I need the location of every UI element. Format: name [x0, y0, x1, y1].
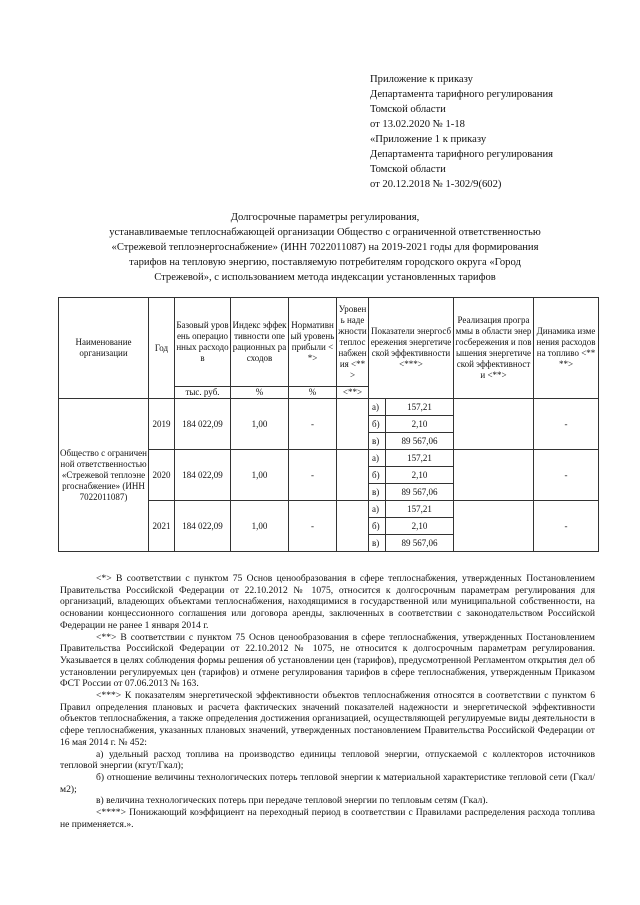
- approval-header: [370, 72, 620, 192]
- header-fuel-dynamics: Динамика изменения расходов на топливо <****>: [534, 298, 599, 399]
- title-line: устанавливаемые теплоснабжающей организации Общество с ограниченной ответственностью: [109, 227, 541, 238]
- energy-label: в): [369, 433, 386, 450]
- norm-cell: -: [289, 501, 337, 552]
- footnote: б) отношение величины технологических потерь тепловой энергии к материальной характеристике тепловой сети (Гкал/м2);: [60, 771, 595, 795]
- header-line: от 20.12.2018 № 1-302/9(602): [370, 179, 502, 190]
- unit-norm: %: [289, 387, 337, 399]
- header-organization: Наименование организации: [59, 298, 149, 399]
- program-cell: [454, 399, 534, 450]
- reliability-cell: [337, 450, 369, 501]
- unit-base: тыс. руб.: [175, 387, 231, 399]
- table-row: [59, 399, 599, 416]
- index-cell: 1,00: [231, 399, 289, 450]
- reliability-cell: [337, 399, 369, 450]
- norm-cell: -: [289, 399, 337, 450]
- energy-label: б): [369, 467, 386, 484]
- base-cell: 184 022,09: [175, 501, 231, 552]
- title-line: Долгосрочные параметры регулирования,: [230, 212, 420, 223]
- header-line: Томской области: [370, 164, 446, 175]
- header-line: «Приложение 1 к приказу: [370, 134, 487, 145]
- footnote: в) величина технологических потерь при передаче тепловой энергии по тепловым сетям (Гкал).: [96, 795, 488, 807]
- energy-value: 89 567,06: [386, 535, 454, 552]
- energy-value: 157,21: [386, 501, 454, 518]
- header-line: Приложение к приказу: [370, 74, 473, 85]
- energy-value: 157,21: [386, 399, 454, 416]
- footnote: <****> Понижающий коэффициент на переходный период в соответствии с Правилами распределения расхода топлива не применяется.».: [60, 807, 595, 830]
- footnote: <*> В соответствии с пунктом 75 Основ ценообразования в сфере теплоснабжения, утвержденных Постановлением Правительства Российской Федерации от 22.10.2012 № 1075, относится к долгосрочным параметрам регулирования для организаций, владеющих объектами теплоснабжения, находящимися в государственной или муниципальной собственности, на основании концессионного соглашения или договора аренды, заключенных в соответствии с законодательством Российской Федерации не ранее 1 января 2014 г.: [60, 573, 595, 631]
- energy-value: 2,10: [386, 518, 454, 535]
- header-program: Реализация программы в области энергосбережения и повышения энергетической эффективности <**>: [454, 298, 534, 399]
- energy-label: а): [369, 399, 386, 416]
- header-base-opex: Базовый уровень операционных расходов: [175, 298, 231, 387]
- title-line: «Стрежевой теплоэнергоснабжение» (ИНН 7022011087) на 2019-2021 годы для формирования: [111, 242, 539, 253]
- footnote: <***> К показателям энергетической эффективности объектов теплоснабжения относятся в соответствии с пунктом 6 Правил определения плановых и расчета фактических значений показателей надежности и энергетической эффективности объектов теплоснабжения, а также определения достижения организацией, осуществляющей регулируемые виды деятельности в сфере теплоснабжения, указанных плановых значений, утвержденных постановлением Правительства Российской Федерации от 16 мая 2014 г. № 452:: [60, 690, 595, 748]
- norm-cell: -: [289, 450, 337, 501]
- year-cell: 2021: [149, 501, 175, 552]
- energy-label: б): [369, 416, 386, 433]
- parameters-table: [58, 297, 599, 552]
- document-title: [40, 210, 610, 285]
- year-cell: 2019: [149, 399, 175, 450]
- dynamics-cell: -: [534, 399, 599, 450]
- header-line: Департамента тарифного регулирования: [370, 149, 554, 160]
- index-cell: 1,00: [231, 450, 289, 501]
- title-line: Стрежевой», с использованием метода индексации установленных тарифов: [154, 272, 496, 283]
- header-year: Год: [149, 298, 175, 399]
- energy-label: б): [369, 518, 386, 535]
- footnotes: [60, 573, 595, 830]
- energy-value: 157,21: [386, 450, 454, 467]
- reliability-cell: [337, 501, 369, 552]
- header-line: Департамента тарифного регулирования: [370, 89, 554, 100]
- base-cell: 184 022,09: [175, 399, 231, 450]
- header-line: от 13.02.2020 № 1-18: [370, 119, 465, 130]
- header-efficiency-index: Индекс эффективности операционных расходов: [231, 298, 289, 387]
- index-cell: 1,00: [231, 501, 289, 552]
- organization-cell: Общество с ограниченной ответственностью «Стрежевой теплоэнергоснабжение» (ИНН 7022011087): [59, 399, 149, 552]
- energy-label: в): [369, 484, 386, 501]
- header-normative-profit: Нормативный уровень прибыли <*>: [289, 298, 337, 387]
- header-line: Томской области: [370, 104, 446, 115]
- dynamics-cell: -: [534, 450, 599, 501]
- year-cell: 2020: [149, 450, 175, 501]
- energy-label: в): [369, 535, 386, 552]
- energy-value: 2,10: [386, 416, 454, 433]
- energy-value: 89 567,06: [386, 433, 454, 450]
- unit-index: %: [231, 387, 289, 399]
- energy-label: а): [369, 501, 386, 518]
- program-cell: [454, 450, 534, 501]
- header-energy-efficiency: Показатели энергосбережения энергетической эффективности <***>: [369, 298, 454, 399]
- dynamics-cell: -: [534, 501, 599, 552]
- program-cell: [454, 501, 534, 552]
- energy-value: 2,10: [386, 467, 454, 484]
- footnote: <**> В соответствии с пунктом 75 Основ ценообразования в сфере теплоснабжения, утвержденных Постановлением Правительства Российской Федерации от 22.10.2012 № 1075, не относится к долгосрочным параметрам регулирования. Указывается в целях соблюдения формы решения об установлении цен (тарифов), предусмотренной Регламентом открытия дел об установлении регулируемых цен (тарифов) и отмене регулирования тарифов в сфере теплоснабжения, утвержденным Приказом ФСТ России от 07.06.2013 № 163.: [60, 631, 595, 690]
- header-reliability: Уровень надежности теплоснабжения <**>: [337, 298, 369, 387]
- energy-label: а): [369, 450, 386, 467]
- title-line: тарифов на тепловую энергию, поставляемую потребителям городского округа «Город: [129, 257, 521, 268]
- energy-value: 89 567,06: [386, 484, 454, 501]
- base-cell: 184 022,09: [175, 450, 231, 501]
- unit-reliability: <**>: [337, 387, 369, 399]
- footnote: а) удельный расход топлива на производство единицы тепловой энергии, отпускаемой с коллекторов источников тепловой энергии (кгут/Гкал);: [60, 748, 595, 772]
